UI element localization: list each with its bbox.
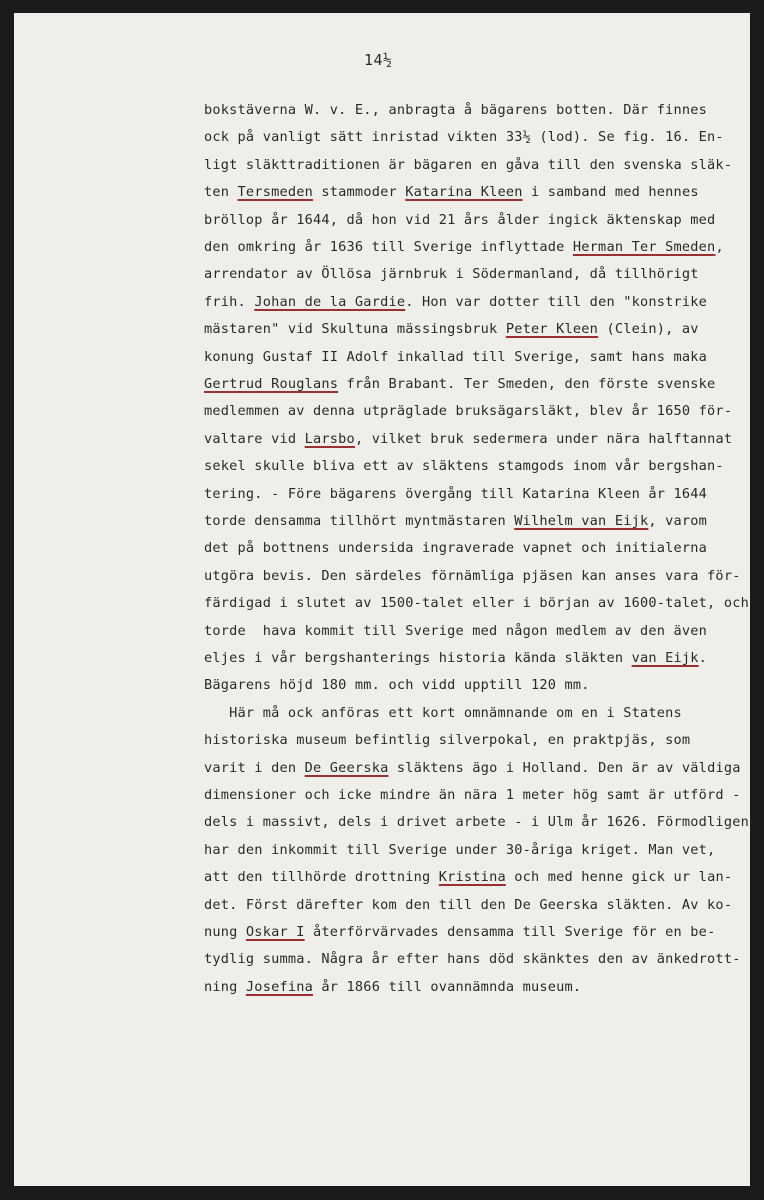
text-line: [204, 348, 707, 366]
underlined-name: Larsbo: [304, 430, 355, 447]
text-line: [204, 101, 707, 119]
underlined-name: Josefina: [245, 978, 313, 995]
text-line: [204, 978, 581, 996]
text-segment: det på bottnens undersida ingraverade vapnet och initialerna: [204, 540, 708, 557]
text-segment: torde hava kommit till Sverige med någon medlem av den även: [204, 622, 708, 639]
text-line: [204, 622, 707, 640]
text-segment: . Hon var dotter till den "konstrike: [405, 293, 708, 310]
text-line: [204, 156, 732, 174]
text-line: [204, 704, 682, 722]
text-segment: släktens ägo i Holland. Den är av väldiga: [388, 759, 741, 776]
text-segment: , varom: [648, 513, 708, 529]
text-line: [204, 813, 749, 831]
underlined-name: Oskar I: [245, 924, 305, 940]
text-line: [204, 539, 707, 557]
document-page: [14, 13, 750, 1186]
text-segment: stammoder: [313, 184, 406, 201]
text-segment: utgöra bevis. Den särdeles förnämliga pjäsen kan anses vara för-: [204, 567, 741, 584]
text-segment: dimensioner och icke mindre än nära 1 meter hög samt är utförd -: [204, 787, 741, 803]
text-segment: återförvärvades densamma till Sverige för en be-: [304, 924, 716, 940]
text-line: [204, 868, 732, 886]
text-segment: ning: [204, 978, 246, 995]
text-segment: historiska museum befintlig silverpokal, en praktpjäs, som: [204, 732, 691, 749]
text-segment: ligt släkttraditionen är bägaren en gåva till den svenska släk-: [204, 156, 733, 173]
underlined-name: Wilhelm van Eijk: [514, 513, 649, 529]
text-line: [204, 896, 732, 914]
text-segment: ten: [204, 184, 238, 201]
underlined-name: De Geerska: [304, 759, 389, 776]
text-segment: medlemmen av denna utpräglade bruksägarsläkt, blev år 1650 för-: [204, 403, 733, 420]
text-line: [204, 841, 715, 859]
text-line: [204, 485, 707, 503]
text-segment: det. Först därefter kom den till den De Geerska släkten. Av ko-: [204, 896, 733, 913]
text-segment: att den tillhörde drottning: [204, 869, 439, 886]
text-segment: konung Gustaf II Adolf inkallad till Sverige, samt hans maka: [204, 348, 708, 365]
text-segment: varit i den: [204, 759, 305, 776]
underlined-name: van Eijk: [631, 650, 699, 666]
text-line: [204, 950, 741, 968]
text-segment: i samband med hennes: [522, 184, 699, 201]
page-number: 14½: [364, 51, 393, 69]
text-segment: har den inkommit till Sverige under 30-åriga kriget. Man vet,: [204, 841, 716, 858]
text-line: [204, 402, 732, 420]
text-segment: den omkring år 1636 till Sverige inflyttade: [204, 239, 573, 255]
underlined-name: Herman Ter Smeden: [572, 239, 716, 255]
text-line: [204, 786, 741, 804]
text-segment: ,: [715, 239, 724, 255]
text-line: [204, 676, 590, 694]
text-segment: eljes i vår bergshanterings historia kända släkten: [204, 650, 632, 666]
text-segment: ock på vanligt sätt inristad vikten 33½ (lod). Se fig. 16. En-: [204, 129, 724, 146]
text-segment: nung: [204, 924, 246, 940]
text-segment: arrendator av Öllösa järnbruk i Södermanland, då tillhörigt: [204, 266, 699, 283]
text-segment: från Brabant. Ter Smeden, den förste svenske: [338, 376, 716, 392]
text-line: [204, 567, 741, 585]
underlined-name: Tersmeden: [237, 184, 314, 201]
text-segment: Bägarens höjd 180 mm. och vidd upptill 120 mm.: [204, 677, 590, 694]
text-segment: (Clein), av: [598, 321, 699, 338]
text-line: [204, 923, 715, 941]
text-segment: Här må ock anföras ett kort omnämnande om en i Statens: [204, 704, 682, 721]
text-line: [204, 183, 699, 201]
underlined-name: Gertrud Rouglans: [204, 376, 339, 392]
text-segment: år 1866 till ovannämnda museum.: [313, 978, 582, 995]
text-segment: , vilket bruk sedermera under nära halftannat: [354, 430, 733, 447]
text-line: [204, 128, 724, 146]
underlined-name: Kristina: [438, 869, 506, 886]
text-segment: valtare vid: [204, 430, 305, 447]
text-line: [204, 759, 741, 777]
text-line: [204, 430, 732, 448]
text-segment: färdigad i slutet av 1500-talet eller i början av 1600-talet, och: [204, 595, 749, 612]
text-segment: sekel skulle bliva ett av släktens stamgods inom vår bergshan-: [204, 458, 724, 475]
text-segment: dels i massivt, dels i drivet arbete - i Ulm år 1626. Förmodligen: [204, 814, 749, 831]
text-line: [204, 512, 707, 530]
text-segment: mästaren" vid Skultuna mässingsbruk: [204, 321, 506, 338]
text-line: [204, 238, 724, 256]
text-line: [204, 265, 699, 283]
text-line: [204, 375, 715, 393]
text-line: [204, 293, 707, 311]
text-line: [204, 731, 690, 749]
underlined-name: Katarina Kleen: [405, 184, 523, 201]
underlined-name: Johan de la Gardie: [254, 293, 406, 310]
text-segment: bröllop år 1644, då hon vid 21 års ålder ingick äktenskap med: [204, 211, 716, 228]
text-segment: bokstäverna W. v. E., anbragta å bägarens botten. Där finnes: [204, 102, 708, 118]
text-line: [204, 649, 707, 667]
text-segment: tydlig summa. Några år efter hans död skänktes den av änkedrott-: [204, 951, 741, 968]
text-line: [204, 457, 724, 475]
text-segment: frih.: [204, 293, 255, 310]
text-segment: .: [698, 650, 708, 666]
underlined-name: Peter Kleen: [505, 321, 599, 338]
text-line: [204, 320, 699, 338]
text-segment: torde densamma tillhört myntmästaren: [204, 513, 515, 529]
text-line: [204, 594, 749, 612]
text-segment: tering. - Före bägarens övergång till Katarina Kleen år 1644: [204, 485, 708, 502]
text-line: [204, 211, 715, 229]
text-segment: och med henne gick ur lan-: [505, 869, 733, 886]
